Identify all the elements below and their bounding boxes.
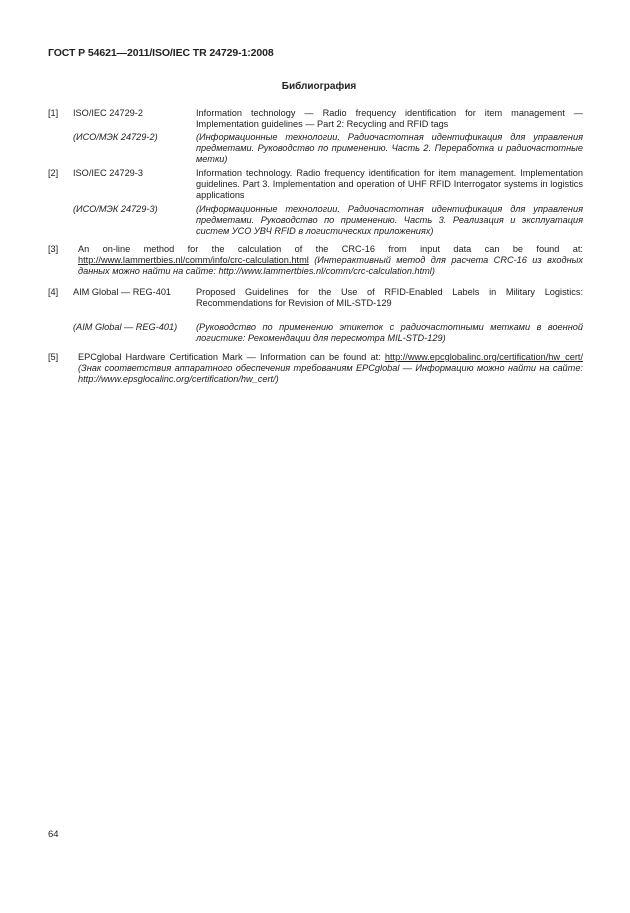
entry-number: [5] bbox=[48, 352, 59, 362]
entry-number: [1] bbox=[48, 108, 59, 118]
section-title: Библиография bbox=[281, 81, 357, 92]
entry-text-ru: (Интерактивный метод для расчета CRC-16 из входных данных можно найти на сайте: http://www.lammertbies.nl/comm/crc-calculation.html) bbox=[78, 255, 583, 277]
entry-description-ru: (Информационные технологии. Радиочастотная идентификация для управления предметами. Руководство по применению. Часть 2. Переработка и радиочастотные метки) bbox=[196, 132, 583, 165]
entry-number: [2] bbox=[48, 168, 59, 178]
entry-text-en: An on-line method for the calculation of the CRC-16 from input data can be found at: bbox=[78, 244, 583, 254]
entry-description: Proposed Guidelines for the Use of RFID-Enabled Labels in Military Logistics: Recommendations for Revision of MIL-STD-129 bbox=[196, 287, 583, 309]
entry-link[interactable]: http://www.epcglobalinc.org/certification/hw_cert/ bbox=[384, 352, 583, 362]
entry-reference-ru: (AIM Global — REG-401) bbox=[73, 322, 178, 332]
entry-description-ru: (Информационные технологии. Радиочастотная идентификация для управления предметами. Руководство по применению. Часть 3. Реализация и эксплуатация систем УСО УВЧ RFID в логистических приложениях) bbox=[196, 204, 583, 237]
entry-text bbox=[78, 352, 583, 386]
entry-description: Information technology. Radio frequency identification for item management. Implementation guidelines. Part 3. Implementation and operation of UHF RFID Interrogator systems in logistics applications bbox=[196, 168, 583, 201]
entry-reference: AIM Global — REG-401 bbox=[73, 287, 172, 297]
entry-link[interactable]: http://www.lammertbies.nl/comm/info/crc-calculation.html bbox=[78, 255, 309, 266]
entry-text-en: EPCglobal Hardware Certification Mark — Information can be found at: bbox=[78, 352, 381, 362]
page-number: 64 bbox=[48, 829, 59, 840]
entry-text bbox=[78, 244, 583, 278]
entry-description-ru: (Руководство по применению этикеток с радиочастотными метками в военной логистике: Рекомендации для пересмотра MIL-STD-129) bbox=[196, 322, 583, 344]
entry-reference: ISO/IEC 24729-3 bbox=[73, 168, 143, 178]
entry-reference-ru: (ИСО/МЭК 24729-3) bbox=[73, 204, 158, 214]
entry-reference-ru: (ИСО/МЭК 24729-2) bbox=[73, 132, 158, 142]
entry-text-ru: (Знак соответствия аппаратного обеспечения требованиям EPCglobal — Информацию можно найти на сайте: http://www.epsglocalinc.org/certification/hw_cert/) bbox=[78, 363, 583, 385]
entry-reference: ISO/IEC 24729-2 bbox=[73, 108, 143, 118]
standard-header: ГОСТ Р 54621—2011/ISO/IEC TR 24729-1:2008 bbox=[48, 47, 274, 59]
entry-number: [3] bbox=[48, 244, 59, 254]
entry-description: Information technology — Radio frequency identification for item management — Implementation guidelines — Part 2: Recycling and RFID tags bbox=[196, 108, 583, 130]
entry-number: [4] bbox=[48, 287, 59, 297]
